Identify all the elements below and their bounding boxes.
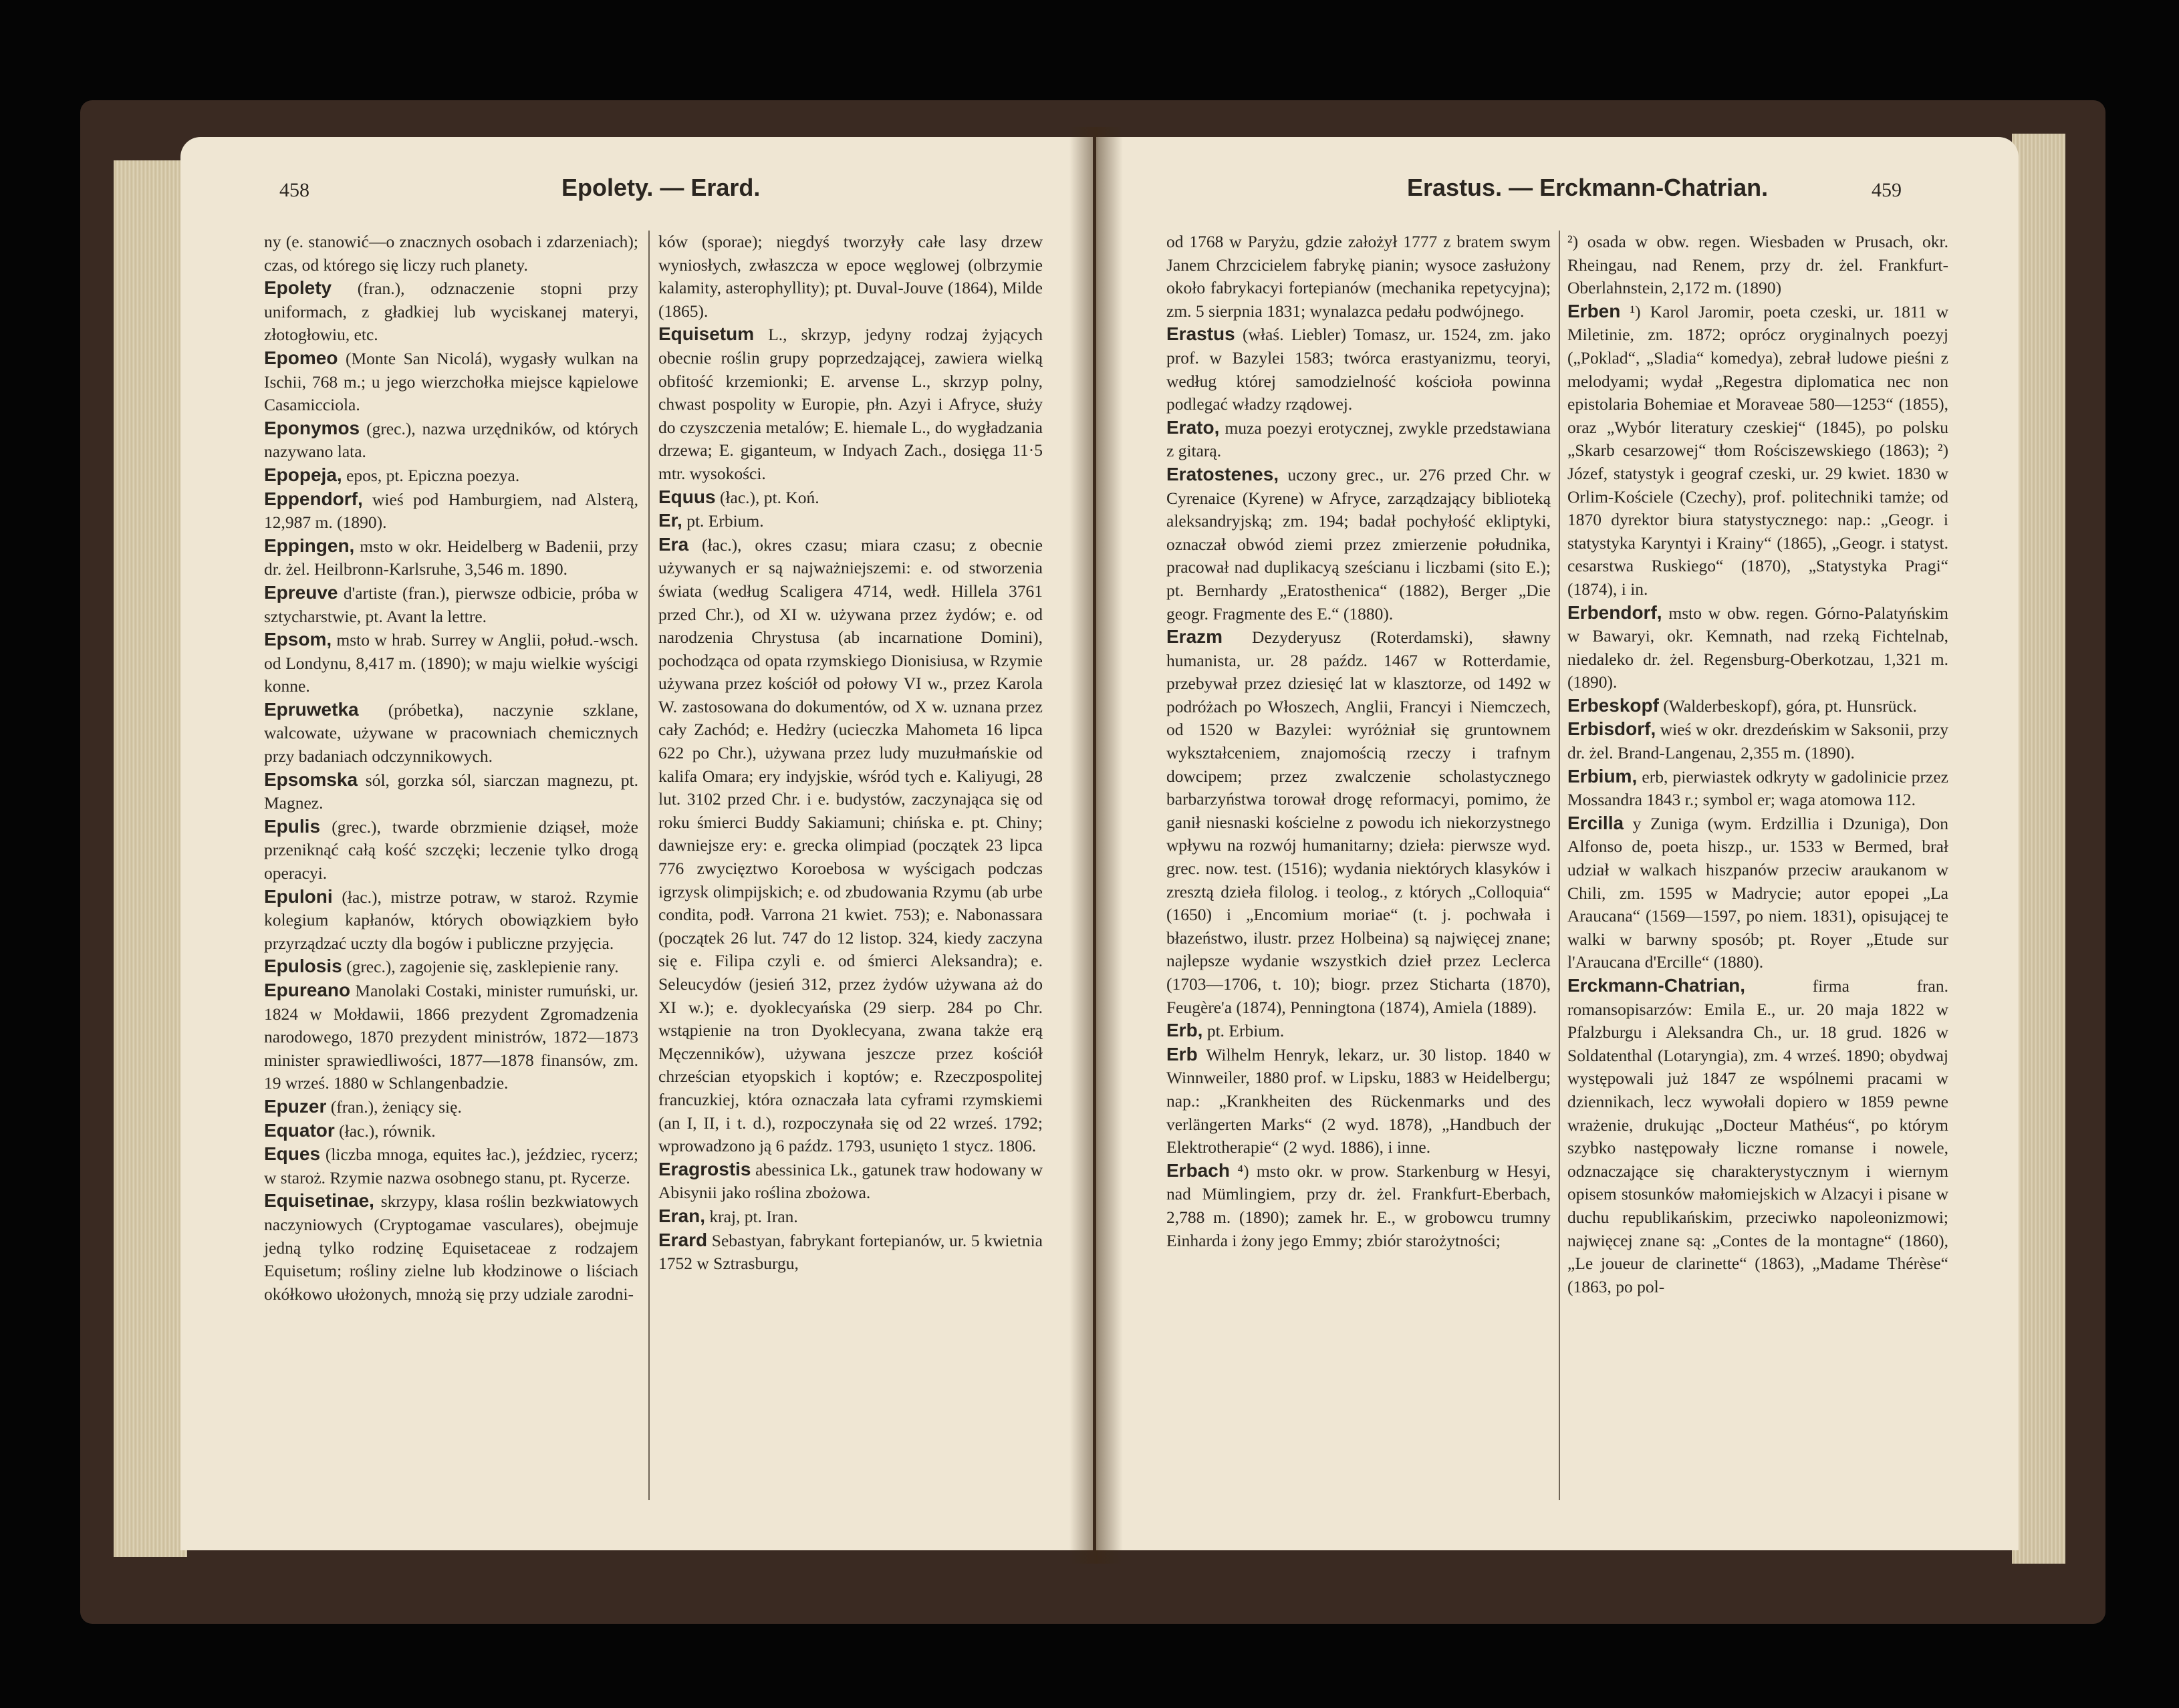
entry-headword: Epulis: [264, 815, 321, 837]
entry-text: sól, gorzka sól, siarczan magnezu, pt. Magnez.: [264, 770, 638, 813]
entry-headword: Epsomska: [264, 768, 358, 790]
entry-text: (łac.), mistrze potraw, w staroż. Rzymie kolegium kapłanów, których obowiązkiem było przyrządzać uczty dla bogów i publiczne przyjęcia.: [264, 887, 638, 953]
dictionary-entry: [658, 1205, 1043, 1229]
entry-headword: Erbisdorf,: [1567, 718, 1656, 740]
left-page-edges: [114, 160, 187, 1557]
dictionary-entry: [264, 1095, 638, 1119]
dictionary-entry: [1166, 416, 1551, 463]
left-column-2: [658, 231, 1043, 1276]
entry-text: msto w hrab. Surrey w Anglii, połud.-wsch. od Londynu, 8,417 m. (1890); w maju wielkie wyścigi konne.: [264, 630, 639, 696]
entry-headword: Era: [658, 533, 689, 555]
dictionary-entry: [1567, 974, 1948, 1298]
entry-headword: Erard: [658, 1229, 708, 1250]
right-page: [1096, 137, 2019, 1550]
right-page-edges: [2012, 134, 2065, 1564]
dictionary-entry: [658, 1158, 1043, 1205]
entry-text: abessinica Lk., gatunek traw hodowany w Abisynii jako roślina zbożowa.: [658, 1159, 1043, 1203]
dictionary-entry: [658, 509, 1043, 533]
entry-text: od 1768 w Paryżu, gdzie założył 1777 z bratem swym Janem Chrzcicielem fabrykę pianin; wysoce zasłużony około fabrykacyi fortepianów (mechanika repetycyjna); zm. 5 sierpnia 1831; wynalazca pedału podwójnego.: [1166, 232, 1551, 321]
entry-text: ¹) Karol Jaromir, poeta czeski, ur. 1811 w Miletinie, zm. 1872; oprócz oryginalnych poezyj („Poklad“, „Sladia“ komedya), zebrał ludowe pieśni z melodyami; wydał „Regestra diplomatica nec non epistolaria Bohemiae et Moraveae 580—1253“ (1855), oraz „Wybór literatury czeskiej“ (1845), po polsku „Skarb cesarzowej“ tłom Rościszewskiego (1863); ²) Józef, statystyk i geograf czeski, ur. 29 kwiet. 1830 w Orlim-Kościele (Czechy), prof. politechniki tamże; od 1870 dyrektor biura statystycznego: nap.: „Geogr. i statystyka Karyntyi i Krainy“ (1865), „Geogr. i statyst. cesarstwa Ruskiego“ (1870), „Statystyka Pragi“ (1874), i in.: [1567, 301, 1949, 599]
entry-headword: Erb: [1166, 1043, 1198, 1064]
running-head-left: Epolety. — Erard.: [561, 174, 761, 201]
entry-text: (grec.), zagojenie się, zasklepienie rany.: [346, 957, 619, 977]
entry-text: (właś. Liebler) Tomasz, ur. 1524, zm. jako prof. w Bazylei 1583; twórca erastyanizmu, teoryi, według której samodzielność kościoła powinna podlegać władzy rządowej.: [1166, 325, 1551, 414]
entry-headword: Erbach: [1166, 1159, 1230, 1181]
entry-headword: Epopeja,: [264, 464, 342, 485]
entry-text: ²) osada w obw. regen. Wiesbaden w Prusach, okr. Rheingau, nad Renem, przy dr. żel. Frankfurt-Oberlahnstein, 2,172 m. (1890): [1567, 232, 1948, 298]
dictionary-entry: [1166, 231, 1551, 323]
entry-text: (fran.), żeniący się.: [330, 1097, 462, 1117]
entry-headword: Erbium,: [1567, 765, 1638, 787]
entry-text: (łac.), pt. Koń.: [719, 487, 819, 507]
entry-text: d'artiste (fran.), pierwsze odbicie, próba w sztycharstwie, pt. Avant la lettre.: [264, 583, 638, 626]
dictionary-entry: [264, 1143, 638, 1189]
right-page-header: [1096, 174, 2019, 214]
dictionary-entry: [1567, 812, 1948, 974]
dictionary-entry: [1166, 323, 1551, 416]
entry-text: L., skrzyp, jedyny rodzaj żyjących obecnie roślin grupy poprzedzającej, zawiera wielką obfitość krzemionki; E. arvense L., skrzyp polny, chwast pospolity w Europie, płn. Azyi i Afryce, służy do czyszczenia metalów; E. hiemale L., do wygładzania drzewa; E. giganteum, w Indyach Zach., dosięga 11·5 mtr. wysokości.: [658, 325, 1043, 483]
dictionary-entry: [658, 533, 1043, 1158]
entry-headword: Erazm: [1166, 626, 1223, 648]
dictionary-entry: [658, 323, 1043, 485]
entry-headword: Erb,: [1166, 1020, 1203, 1041]
entry-text: uczony grec., ur. 276 przed Chr. w Cyrenaice (Kyrene) w Afryce, zarządzający biblioteką aleksandryjską; zm. 194; badał pochyłość ekliptyki, oznaczał obwód ziemi przez zmierzenie południka, pracował nad duplikacyą sześcianu i liczbami (sito E.); pt. Bernhardy „Eratosthenica“ (1882), Berger „Die geogr. Fragmente des E.“ (1880).: [1166, 464, 1551, 623]
dictionary-entry: [658, 231, 1043, 323]
entry-text: (Walderbeskopf), góra, pt. Hunsrück.: [1663, 696, 1917, 716]
column-divider-left: [648, 231, 650, 1500]
entry-text: erb, pierwiastek odkryty w gadolinicie przez Mossandra 1843 r.; symbol er; waga atomowa 112.: [1567, 766, 1948, 810]
dictionary-entry: [264, 1119, 638, 1143]
dictionary-entry: [264, 581, 638, 628]
dictionary-entry: [264, 277, 638, 347]
entry-text: Dezyderyusz (Roterdamski), sławny humanista, ur. 28 paźdz. 1467 w Rotterdamie, przebywał przez dziesięć lat w klasztorze, od 1492 w podróżach po Włoszech, Anglii, Francyi i Niemczech, od 1520 w Bazylei: wyróżniał się gruntownem wykształceniem, znajomością rzeczy i trafnym dowcipem; przez zwalczenie scholastycznego barbarzyństwa torował drogę reformacyi, pomimo, że ganił niesnaski kościelne z powodu ich niekorzystnego wpływu na rozwój humanitarny; dzieła: pierwsze wyd. grec. now. test. (1516); wydania niektórych klasyków i zresztą dzieła filolog. i teolog., z których „Colloquia“ (1650) i „Encomium moriae“ (t. j. pochwała i błazeństwo, ilustr. przez Holbeina) są najwięcej znane; najlepsze wydanie wszystkich dzieł przez Leclerca (1703—1706, t. 10); biogr. przez Sticharta (1870), Feugère'a (1874), Penningtona (1874), Amiela (1889).: [1166, 627, 1551, 1017]
left-column-1: [264, 231, 638, 1306]
entry-text: pt. Erbium.: [1206, 1021, 1285, 1041]
entry-headword: Eques: [264, 1143, 321, 1165]
dictionary-entry: [264, 535, 638, 581]
entry-text: pt. Erbium.: [686, 511, 764, 531]
entry-headword: Epuloni: [264, 885, 333, 907]
dictionary-entry: [658, 1229, 1043, 1276]
dictionary-entry: [264, 464, 638, 488]
entry-text: y Zuniga (wym. Erdzillia i Dzuniga), Don Alfonso de, poeta hiszp., ur. 1533 w Bermed, brał udział w walkach hiszpanów przeciw araukanom w Chili, zm. 1595 w Madrycie; autor epopei „La Araucana“ (1569—1597, po niem. 1831), opisującej te walki w barwny sposób; pt. Royer „Etude sur l'Araucana d'Ercille“ (1880).: [1567, 813, 1948, 972]
dictionary-entry: [658, 486, 1043, 510]
book-gutter: [1069, 127, 1123, 1564]
entry-headword: Equus: [658, 486, 716, 507]
entry-text: (łac.), równik.: [339, 1121, 436, 1141]
entry-text: (łac.), okres czasu; miara czasu; z obecnie używanych er są najważniejszemi: e. od stworzenia świata (według Scaligera 4714, wedł. Hillela 3761 przed Chr.), od XI w. używana przez żydów; e. od narodzenia Chrystusa (ab incarnatione Domini), pochodząca od opata rzymskiego Dionisiusa, w Rzymie używana przez kościół od połowy VI w., przez Karola W. zastosowana do dokumentów, od X w. uznana przez cały Zachód; e. Hedżry (ucieczka Mahometa 16 lipca 622 po Chr.), używana przez ludy muzułmańskie od kalifa Omara; ery indyjskie, wśród tych e. Kaliyugi, 28 lut. 3102 przed Chr. i e. budystów, zaczynająca się od roku śmierci Buddy Sakiamuni; chińska e. pt. Chiny; dawniejsze ery: e. grecka olimpiad (początek 23 lipca 776 zwycięztwo Koroebosa w wyścigach podczas igrzysk olimpijskich; e. od zbudowania Rzymu (ab urbe condita, podł. Varrona 21 kwiet. 753); e. Nabonassara (początek 26 lut. 747 do 12 listop. 324, kiedy zaczyna się e. Filipa czyli e. od śmierci Aleksandra); e. Seleucydów (jesień 312, przez żydów używana aż do XI w.); e. dyoklecyańska (29 sierp. 284 po Chr. wstąpienie na tron Dyoklecyana, zwana także erą Męczenników), używana jeszcze przez kościół chrześcian etyopskich i koptów; e. Rzeczpospolitej francuzkiej, która oznaczała lata cyframi rzymskiemi (an I, II, i t. d.), rozpoczynała się od 22 wrześ. 1792; wprowadzono ją 6 paźdz. 1793, usunięto 1 stycz. 1806.: [658, 535, 1043, 1156]
entry-text: Sebastyan, fabrykant fortepianów, ur. 5 kwietnia 1752 w Sztrasburgu,: [658, 1230, 1043, 1274]
dictionary-entry: [1567, 300, 1948, 601]
entry-text: Wilhelm Henryk, lekarz, ur. 30 listop. 1840 w Winnweiler, 1880 prof. w Lipsku, 1883 w Heidelbergu; nap.: „Krankheiten des Rückenmarks und des verlängerten Marks“ (2 wyd. 1878), „Handbuch der Elektrotherapie“ (2 wyd. 1886), i inne.: [1166, 1044, 1551, 1157]
entry-text: ny (e. stanowić—o znacznych osobach i zdarzeniach); czas, od którego się liczy ruch planety.: [264, 232, 638, 275]
entry-headword: Epuzer: [264, 1095, 327, 1117]
entry-headword: Erckmann-Chatrian,: [1567, 975, 1746, 996]
entry-headword: Epulosis: [264, 956, 342, 977]
entry-headword: Er,: [658, 510, 682, 531]
entry-headword: Eran,: [658, 1205, 706, 1226]
dictionary-entry: [264, 417, 638, 464]
entry-headword: Erben: [1567, 300, 1621, 321]
dictionary-entry: [264, 885, 638, 956]
entry-headword: Eratostenes,: [1166, 463, 1279, 484]
right-column-2: [1567, 231, 1948, 1298]
dictionary-entry: [1166, 1159, 1551, 1252]
entry-text: ⁴) msto okr. w prow. Starkenburg w Hesyi, nad Mümlingiem, przy dr. żel. Frankfurt-Eberbach, 2,788 m. (1890); zamek hr. E., w grobowcu trumny Einharda i żony jego Emmy; zbiór starożytności;: [1166, 1161, 1551, 1250]
entry-text: (próbetka), naczynie szklane, walcowate, używane w pracowniach chemicznych przy badaniach odczynnikowych.: [264, 700, 638, 766]
entry-text: (grec.), nazwa urzędników, od których nazywano lata.: [264, 418, 639, 462]
dictionary-entry: [1166, 625, 1551, 1019]
entry-text: firma fran. romansopisarzów: Emila E., ur. 20 maja 1822 w Pfalzburgu i Aleksandra Ch., ur. 18 grud. 1826 w Soldatenthal (Lotaryngia), zm. 4 wrześ. 1890; obydwaj występowali już 1847 ze wspólnemi pracami w dziennikach, lecz wywołali dopiero w 1859 pewne wrażenie, drukując „Docteur Mathéus“, po którym szybko następowały liczne romanse i nowele, odznaczające się charakterystycznym i wiernym opisem stosunków małomiejskich w Alzacyi i pisane w duchu republikańskim, przeciwko napoleonizmowi; najwięcej znane są: „Contes de la montagne“ (1860), „Le joueur de clarinette“ (1863), „Madame Thérèse“ (1863, po pol-: [1567, 976, 1948, 1296]
entry-text: ków (sporae); niegdyś tworzyły całe lasy drzew wyniosłych, zwłaszcza w epoce węglowej (olbrzymie kalamity, asterophyllity); pt. Duval-Jouve (1864), Milde (1865).: [658, 232, 1043, 321]
entry-text: (fran.), odznaczenie stopni przy uniformach, z gładkiej lub wyciskanej materyi, złotogłowiu, etc.: [264, 279, 638, 345]
column-divider-right: [1559, 231, 1560, 1500]
entry-text: (liczba mnoga, equites łac.), jeździec, rycerz; w staroż. Rzymie nazwa osobnego stanu, pt. Rycerze.: [264, 1145, 638, 1187]
dictionary-entry: [1166, 1043, 1551, 1159]
entry-headword: Erato,: [1166, 416, 1220, 438]
dictionary-entry: [264, 347, 638, 417]
entry-headword: Erbendorf,: [1567, 601, 1662, 623]
page-number-left: 458: [279, 179, 309, 201]
dictionary-entry: [1567, 765, 1948, 812]
entry-headword: Epureano: [264, 980, 351, 1000]
dictionary-entry: [264, 231, 638, 277]
dictionary-entry: [1166, 1019, 1551, 1043]
dictionary-entry: [264, 628, 638, 698]
entry-headword: Eponymos: [264, 417, 360, 438]
right-column-1: [1166, 231, 1551, 1252]
entry-text: muza poezyi erotycznej, zwykle przedstawiana z gitarą.: [1166, 418, 1551, 461]
entry-text: epos, pt. Epiczna poezya.: [346, 465, 520, 485]
entry-headword: Eppingen,: [264, 535, 355, 556]
dictionary-entry: [1166, 463, 1551, 625]
entry-headword: Epruwetka: [264, 698, 359, 720]
entry-headword: Eppendorf,: [264, 488, 363, 509]
left-page: [180, 137, 1093, 1550]
entry-headword: Eragrostis: [658, 1158, 751, 1179]
entry-text: wieś pod Hamburgiem, nad Alsterą, 12,987 m. (1890).: [264, 489, 638, 533]
entry-headword: Equisetum: [658, 323, 755, 345]
page-number-right: 459: [1872, 179, 1902, 201]
entry-headword: Equator: [264, 1119, 335, 1141]
entry-text: kraj, pt. Iran.: [709, 1206, 798, 1226]
dictionary-entry: [264, 698, 638, 768]
dictionary-entry: [1567, 601, 1948, 694]
entry-headword: Epsom,: [264, 629, 332, 650]
entry-text: skrzypy, klasa roślin bezkwiatowych naczyniowych (Cryptogamae vasculares), obejmuje jedną tylko rodzinę Equisetaceae z rodzajem Equisetum; rośliny zielne lub kłodzinowe o liściach okółkowo ułożonych, mnożą się przy udziale zarodni-: [264, 1191, 638, 1304]
dictionary-entry: [264, 979, 638, 1095]
entry-headword: Epolety: [264, 277, 332, 299]
left-page-header: [180, 174, 1093, 214]
entry-headword: Epomeo: [264, 347, 338, 368]
dictionary-entry: [264, 488, 638, 535]
dictionary-entry: [264, 1189, 638, 1306]
running-head-right: Erastus. — Erckmann-Chatrian.: [1407, 174, 1769, 201]
entry-headword: Erastus: [1166, 323, 1235, 345]
dictionary-entry: [1567, 718, 1948, 764]
entry-headword: Equisetinae,: [264, 1190, 374, 1212]
entry-text: wieś w okr. drezdeńskim w Saksonii, przy dr. żel. Brand-Langenau, 2,355 m. (1890).: [1567, 720, 1949, 763]
entry-headword: Ercilla: [1567, 812, 1624, 833]
entry-text: msto w obw. regen. Górno-Palatyńskim w Bawaryi, okr. Kemnath, nad rzeką Fichtelnab, niedaleko dr. żel. Regensburg-Oberkotzau, 1,321 m. (1890).: [1567, 603, 1948, 692]
entry-headword: Erbeskopf: [1567, 694, 1659, 716]
entry-text: (Monte San Nicolá), wygasły wulkan na Ischii, 768 m.; u jego wierzchołka miejsce kąpielowe Casamicciola.: [264, 348, 638, 415]
dictionary-entry: [264, 768, 638, 815]
entry-text: (grec.), twarde obrzmienie dziąseł, może przeniknąć całą kość szczęki; leczenie tylko drogą operacyi.: [264, 817, 638, 883]
dictionary-entry: [264, 815, 638, 885]
entry-text: Manolaki Costaki, minister rumuński, ur. 1824 w Mołdawii, 1866 prezydent Zgromadzenia narodowego, 1870 prezydent ministrów, 1872—1873 minister sprawiedliwości, 1877—1878 finansów, zm. 19 wrześ. 1880 w Schlangenbadzie.: [264, 981, 639, 1093]
entry-text: msto w okr. Heidelberg w Badenii, przy dr. żel. Heilbronn-Karlsruhe, 3,546 m. 1890.: [264, 536, 639, 579]
dictionary-entry: [264, 955, 638, 979]
dictionary-entry: [1567, 694, 1948, 718]
entry-headword: Epreuve: [264, 581, 338, 603]
dictionary-entry: [1567, 231, 1948, 300]
